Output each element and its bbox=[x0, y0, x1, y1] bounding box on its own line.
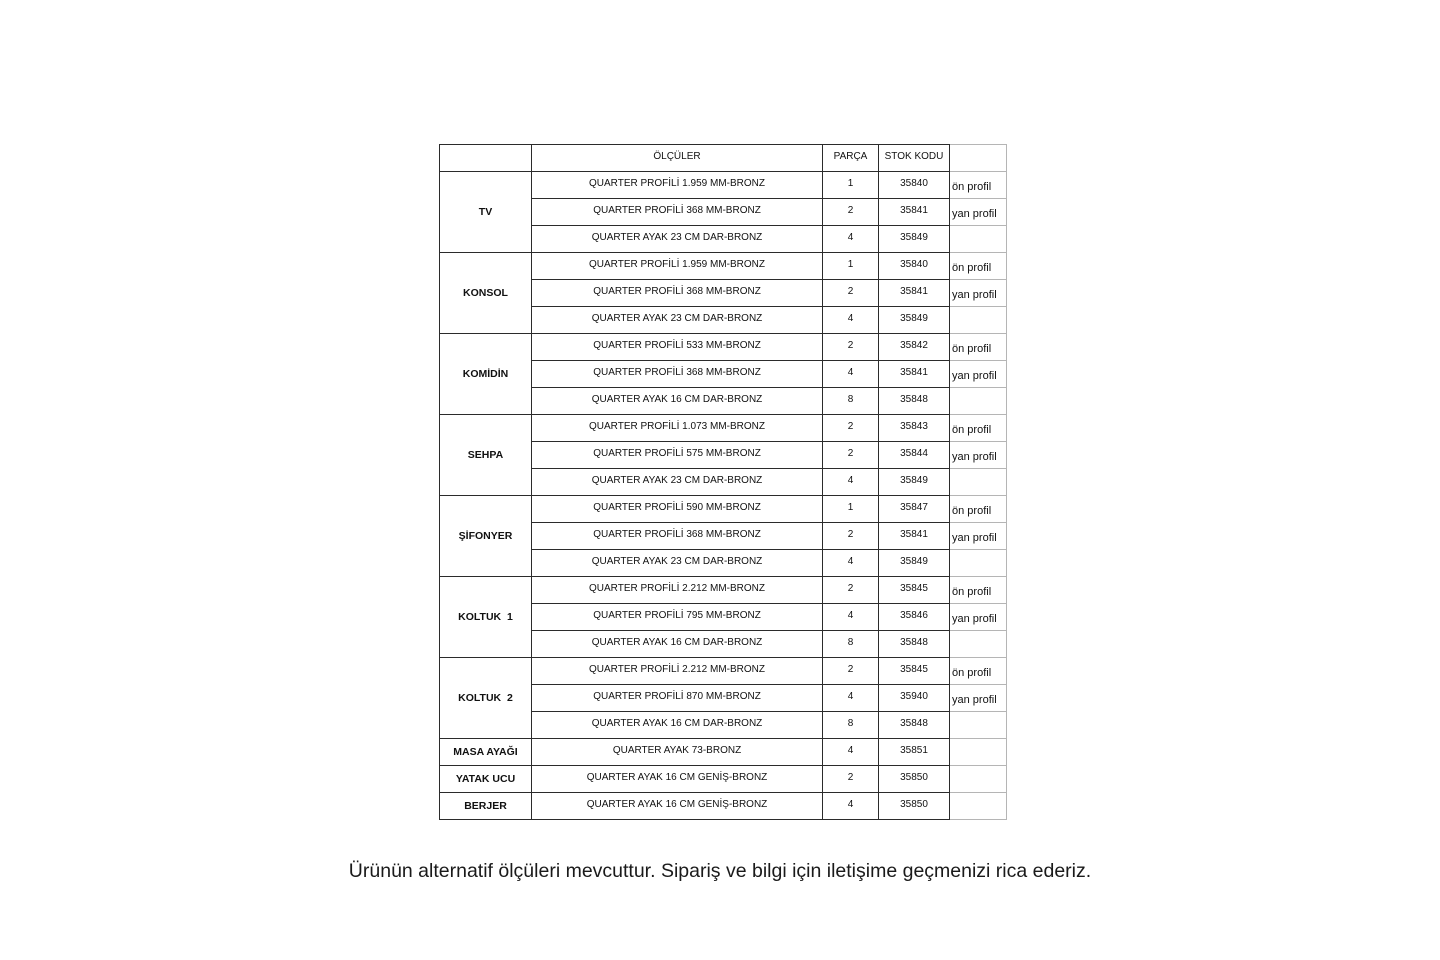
pieces-cell: 4 bbox=[823, 793, 879, 820]
pieces-cell: 4 bbox=[823, 604, 879, 631]
stock-code-cell: 35849 bbox=[879, 550, 950, 577]
stock-code-cell: 35841 bbox=[879, 280, 950, 307]
pieces-cell: 1 bbox=[823, 496, 879, 523]
pieces-cell: 2 bbox=[823, 766, 879, 793]
dimension-cell: QUARTER AYAK 23 CM DAR-BRONZ bbox=[532, 226, 823, 253]
table-row bbox=[440, 766, 1007, 793]
note-cell bbox=[950, 793, 1007, 820]
pieces-cell: 1 bbox=[823, 253, 879, 280]
pieces-cell: 4 bbox=[823, 469, 879, 496]
dimension-cell: QUARTER AYAK 16 CM DAR-BRONZ bbox=[532, 712, 823, 739]
table-row bbox=[440, 577, 1007, 604]
dimension-cell: QUARTER PROFİLİ 1.073 MM-BRONZ bbox=[532, 415, 823, 442]
dimension-cell: QUARTER PROFİLİ 590 MM-BRONZ bbox=[532, 496, 823, 523]
pieces-cell: 4 bbox=[823, 550, 879, 577]
dimension-cell: QUARTER PROFİLİ 533 MM-BRONZ bbox=[532, 334, 823, 361]
dimension-cell: QUARTER AYAK 16 CM DAR-BRONZ bbox=[532, 388, 823, 415]
spec-table-header bbox=[440, 145, 1007, 172]
dimension-cell: QUARTER PROFİLİ 2.212 MM-BRONZ bbox=[532, 577, 823, 604]
dimension-cell: QUARTER AYAK 23 CM DAR-BRONZ bbox=[532, 469, 823, 496]
note-cell: ön profil bbox=[950, 334, 1007, 361]
table-row bbox=[440, 739, 1007, 766]
stock-code-cell: 35844 bbox=[879, 442, 950, 469]
stock-code-cell: 35851 bbox=[879, 739, 950, 766]
stock-code-cell: 35842 bbox=[879, 334, 950, 361]
pieces-cell: 8 bbox=[823, 712, 879, 739]
header-stock-code: STOK KODU bbox=[879, 145, 950, 172]
note-cell bbox=[950, 226, 1007, 253]
dimension-cell: QUARTER AYAK 16 CM DAR-BRONZ bbox=[532, 631, 823, 658]
group-name-cell: BERJER bbox=[440, 793, 532, 820]
group-name-cell: KOMİDİN bbox=[440, 334, 532, 415]
dimension-cell: QUARTER PROFİLİ 368 MM-BRONZ bbox=[532, 199, 823, 226]
pieces-cell: 2 bbox=[823, 523, 879, 550]
group-name-cell: TV bbox=[440, 172, 532, 253]
dimension-cell: QUARTER PROFİLİ 368 MM-BRONZ bbox=[532, 523, 823, 550]
table-row bbox=[440, 496, 1007, 523]
stock-code-cell: 35848 bbox=[879, 712, 950, 739]
table-row bbox=[440, 334, 1007, 361]
table-row bbox=[440, 415, 1007, 442]
stock-code-cell: 35841 bbox=[879, 361, 950, 388]
table-row bbox=[440, 253, 1007, 280]
stock-code-cell: 35846 bbox=[879, 604, 950, 631]
dimension-cell: QUARTER PROFİLİ 1.959 MM-BRONZ bbox=[532, 172, 823, 199]
note-cell bbox=[950, 388, 1007, 415]
note-cell: yan profil bbox=[950, 523, 1007, 550]
footer-note: Ürünün alternatif ölçüleri mevcuttur. Sipariş ve bilgi için iletişime geçmenizi rica ederiz. bbox=[348, 860, 1092, 882]
note-cell: ön profil bbox=[950, 658, 1007, 685]
pieces-cell: 2 bbox=[823, 415, 879, 442]
spec-table bbox=[439, 144, 1007, 820]
note-cell: yan profil bbox=[950, 280, 1007, 307]
stock-code-cell: 35843 bbox=[879, 415, 950, 442]
pieces-cell: 8 bbox=[823, 388, 879, 415]
note-cell: ön profil bbox=[950, 415, 1007, 442]
note-cell bbox=[950, 766, 1007, 793]
note-cell: yan profil bbox=[950, 199, 1007, 226]
pieces-cell: 1 bbox=[823, 172, 879, 199]
dimension-cell: QUARTER PROFİLİ 575 MM-BRONZ bbox=[532, 442, 823, 469]
group-name-cell: KOLTUK 2 bbox=[440, 658, 532, 739]
stock-code-cell: 35840 bbox=[879, 253, 950, 280]
dimension-cell: QUARTER PROFİLİ 2.212 MM-BRONZ bbox=[532, 658, 823, 685]
header-group-cell bbox=[440, 145, 532, 172]
group-name-cell: YATAK UCU bbox=[440, 766, 532, 793]
dimension-cell: QUARTER AYAK 16 CM GENİŞ-BRONZ bbox=[532, 793, 823, 820]
pieces-cell: 2 bbox=[823, 280, 879, 307]
note-cell bbox=[950, 712, 1007, 739]
note-cell bbox=[950, 550, 1007, 577]
header-pieces: PARÇA bbox=[823, 145, 879, 172]
pieces-cell: 8 bbox=[823, 631, 879, 658]
pieces-cell: 4 bbox=[823, 307, 879, 334]
note-cell: ön profil bbox=[950, 577, 1007, 604]
pieces-cell: 2 bbox=[823, 334, 879, 361]
stock-code-cell: 35849 bbox=[879, 226, 950, 253]
stock-code-cell: 35848 bbox=[879, 631, 950, 658]
stock-code-cell: 35840 bbox=[879, 172, 950, 199]
dimension-cell: QUARTER PROFİLİ 795 MM-BRONZ bbox=[532, 604, 823, 631]
pieces-cell: 2 bbox=[823, 442, 879, 469]
header-note-cell bbox=[950, 145, 1007, 172]
stock-code-cell: 35848 bbox=[879, 388, 950, 415]
stock-code-cell: 35841 bbox=[879, 199, 950, 226]
dimension-cell: QUARTER AYAK 23 CM DAR-BRONZ bbox=[532, 550, 823, 577]
stock-code-cell: 35841 bbox=[879, 523, 950, 550]
stock-code-cell: 35849 bbox=[879, 307, 950, 334]
group-name-cell: KONSOL bbox=[440, 253, 532, 334]
spec-table-body bbox=[440, 172, 1007, 820]
table-row bbox=[440, 658, 1007, 685]
note-cell bbox=[950, 631, 1007, 658]
dimension-cell: QUARTER AYAK 73-BRONZ bbox=[532, 739, 823, 766]
stock-code-cell: 35847 bbox=[879, 496, 950, 523]
note-cell: yan profil bbox=[950, 361, 1007, 388]
note-cell bbox=[950, 469, 1007, 496]
pieces-cell: 2 bbox=[823, 658, 879, 685]
stock-code-cell: 35845 bbox=[879, 577, 950, 604]
group-name-cell: SEHPA bbox=[440, 415, 532, 496]
note-cell bbox=[950, 307, 1007, 334]
pieces-cell: 4 bbox=[823, 361, 879, 388]
dimension-cell: QUARTER AYAK 16 CM GENİŞ-BRONZ bbox=[532, 766, 823, 793]
note-cell: ön profil bbox=[950, 496, 1007, 523]
group-name-cell: ŞİFONYER bbox=[440, 496, 532, 577]
table-row bbox=[440, 172, 1007, 199]
group-name-cell: MASA AYAĞI bbox=[440, 739, 532, 766]
stock-code-cell: 35850 bbox=[879, 766, 950, 793]
note-cell: yan profil bbox=[950, 604, 1007, 631]
note-cell: yan profil bbox=[950, 442, 1007, 469]
stock-code-cell: 35940 bbox=[879, 685, 950, 712]
table-header-row bbox=[440, 145, 1007, 172]
pieces-cell: 4 bbox=[823, 226, 879, 253]
pieces-cell: 2 bbox=[823, 199, 879, 226]
dimension-cell: QUARTER PROFİLİ 1.959 MM-BRONZ bbox=[532, 253, 823, 280]
table-row bbox=[440, 793, 1007, 820]
pieces-cell: 2 bbox=[823, 577, 879, 604]
dimension-cell: QUARTER PROFİLİ 870 MM-BRONZ bbox=[532, 685, 823, 712]
group-name-cell: KOLTUK 1 bbox=[440, 577, 532, 658]
note-cell: yan profil bbox=[950, 685, 1007, 712]
stock-code-cell: 35849 bbox=[879, 469, 950, 496]
header-dimensions: ÖLÇÜLER bbox=[532, 145, 823, 172]
stock-code-cell: 35845 bbox=[879, 658, 950, 685]
dimension-cell: QUARTER PROFİLİ 368 MM-BRONZ bbox=[532, 361, 823, 388]
note-cell bbox=[950, 739, 1007, 766]
pieces-cell: 4 bbox=[823, 685, 879, 712]
note-cell: ön profil bbox=[950, 172, 1007, 199]
pieces-cell: 4 bbox=[823, 739, 879, 766]
dimension-cell: QUARTER PROFİLİ 368 MM-BRONZ bbox=[532, 280, 823, 307]
dimension-cell: QUARTER AYAK 23 CM DAR-BRONZ bbox=[532, 307, 823, 334]
stock-code-cell: 35850 bbox=[879, 793, 950, 820]
note-cell: ön profil bbox=[950, 253, 1007, 280]
